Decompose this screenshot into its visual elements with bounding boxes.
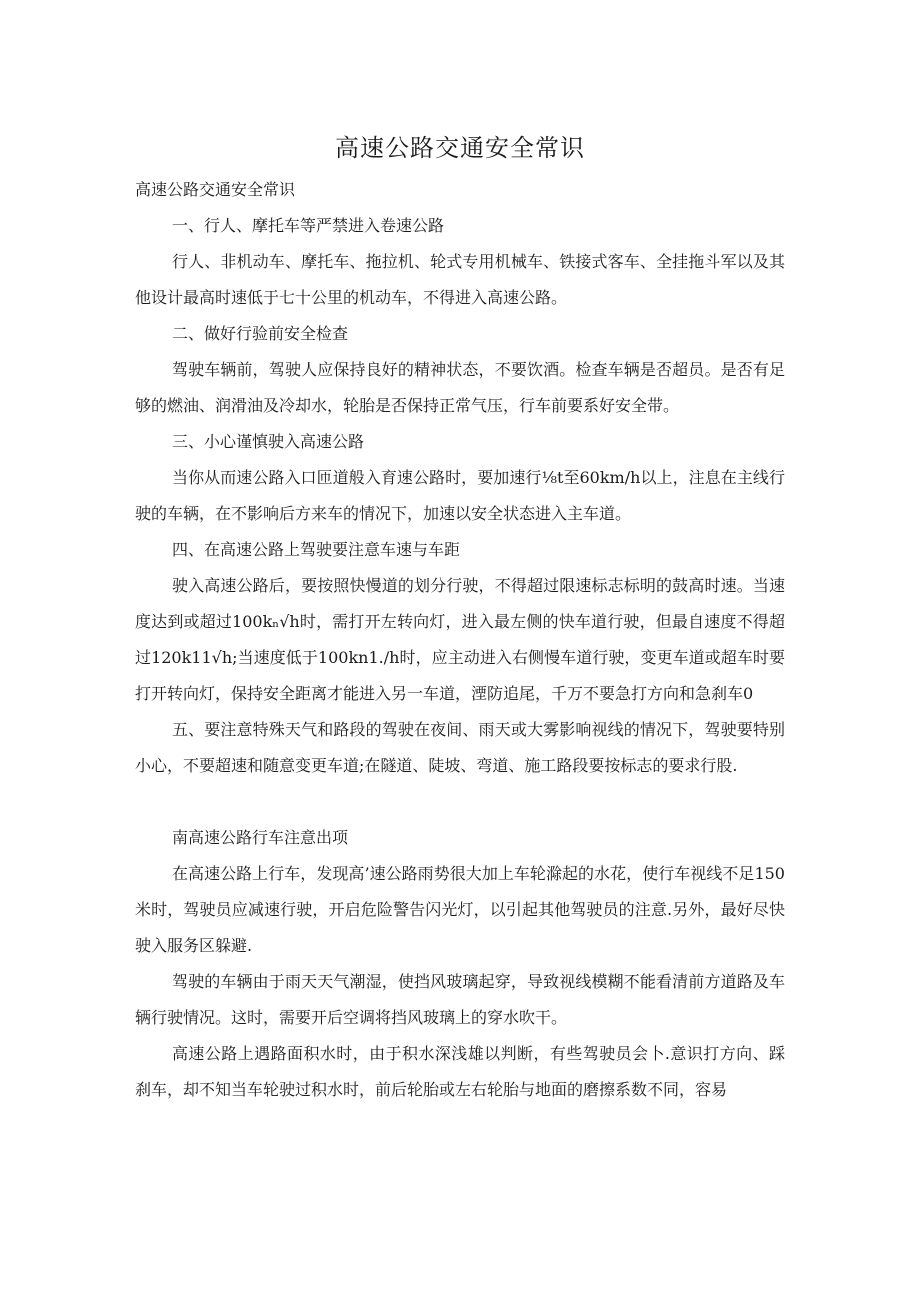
section-4-heading: 四、在高速公路上驾驶要注意车速与车距	[172, 540, 461, 559]
document-body	[135, 172, 785, 1108]
section-6-paragraph-2: 驾驶的车辆由于雨天天气潮湿，使挡风玻璃起穿，导致视线模糊不能看清前方道路及车辆行驶情况。这时，需要开后空调将挡风玻璃上的穿水吹干。	[135, 972, 785, 1027]
section-3-body: 当你从而速公路入口匝道般入育速公路时，要加速行⅛t至60km∕h以上，注息在主线行驶的车辆，在不影响后方来车的情况下，加速以安全状态进入主车道。	[135, 468, 785, 523]
section-4-body: 驶入高速公路后，要按照快慢道的划分行驶，不得超过限速标志标明的鼓高时速。当速度达到或超过100kₙ√h时，需打开左转向灯，进入最左侧的快车道行驶，但最自速度不得超过120k11√h;当速度低于100kn1./h时，应主动进入右侧慢车道行驶，变更车道或超车时要打开转向灯，保持安全距离才能进入另一车道，湮防追尾，千万不要急打方向和急刹车0	[135, 576, 785, 703]
section-1-heading: 一、行人、摩托车等严禁进入卷速公路	[172, 216, 445, 235]
section-2-heading: 二、做好行验前安全检查	[172, 324, 349, 343]
section-5-body: 五、要注意特殊天气和路段的驾驶在夜间、雨天或大雾影响视线的情况下，驾驶要特别小心，不要超速和随意变更车道;在隧道、陡坡、弯道、施工路段要按标志的要求行股.	[135, 720, 785, 775]
subtitle: 高速公路交通安全常识	[135, 180, 296, 199]
section-2-body: 驾驶车辆前，驾驶人应保持良好的精神状态，不要饮酒。检查车辆是否超员。是否有足够的燃油、润滑油及冷却水，轮胎是否保持正常气压，行车前要系好安全带。	[135, 360, 785, 415]
page-title: 高速公路交通安全常识	[335, 134, 585, 162]
section-spacer	[135, 784, 785, 820]
section-6-paragraph-3: 高速公路上遇路面积水时，由于积水深浅雄以判断，有些驾驶员会卜.意识打方向、踩刹车，却不知当车轮驶过积水时，前后轮胎或左右轮胎与地面的磨擦系数不同，容易	[135, 1044, 785, 1099]
section-3-heading: 三、小心谨慎驶入高速公路	[172, 432, 365, 451]
section-1-body: 行人、非机动车、摩托车、拖拉机、轮式专用机械车、铁接式客车、全挂拖斗军以及其他设计最高时速低于七十公里的机动车，不得进入高速公路。	[135, 252, 785, 307]
section-6-paragraph-1: 在高速公路上行车，发现高’速公路雨势很大加上车轮滁起的水花，使行车视线不足150米时，驾驶员应减速行驶，开启危险警告闪光灯，以引起其他驾驶员的注意.另外，最好尽快驶入服务区躲避.	[135, 864, 785, 955]
section-6-heading: 南高速公路行车注意出项	[172, 828, 349, 847]
